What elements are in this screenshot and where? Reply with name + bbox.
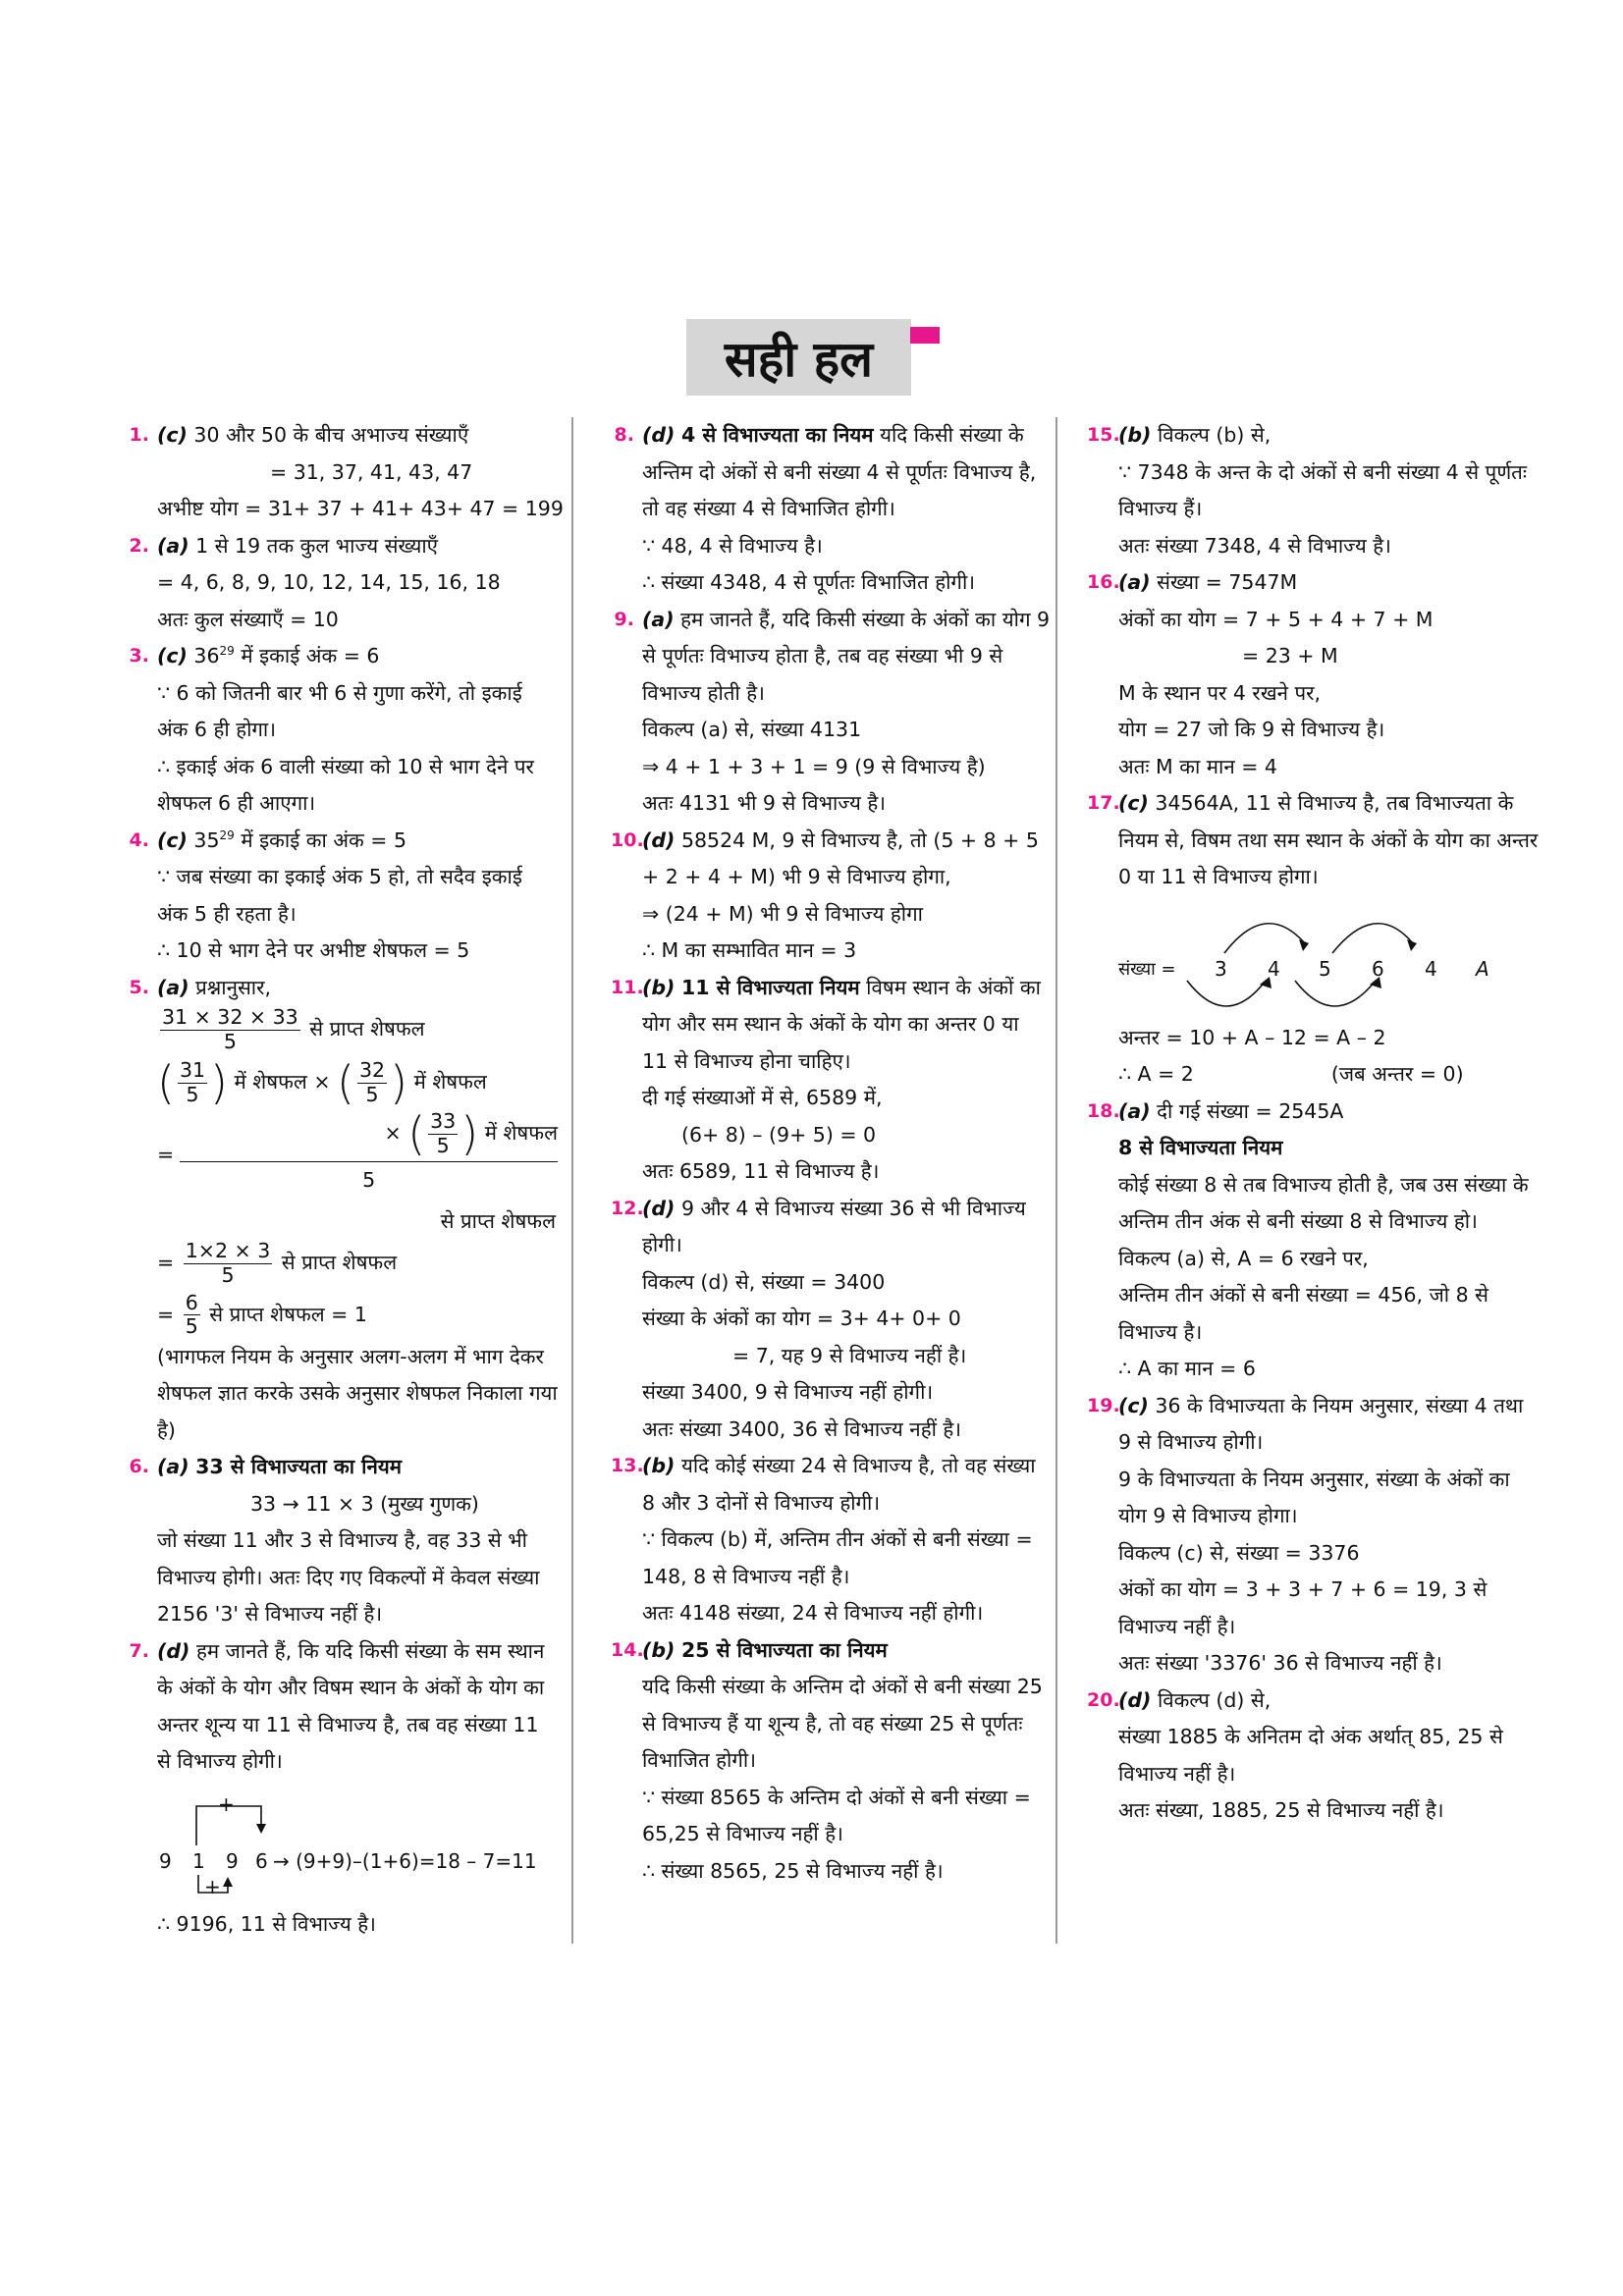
solution-text: ∵ जब संख्या का इकाई अंक 5 हो, तो सदैव इकाई अंक 5 ही रहता है।: [157, 865, 522, 926]
question-number: 11.: [611, 976, 644, 998]
solution-text: अतः M का मान = 4: [1118, 754, 1277, 778]
solution-text: विकल्प (d) से,: [1157, 1687, 1271, 1712]
solution-8: [611, 417, 1051, 602]
solution-text: में शेषफल: [413, 1070, 487, 1095]
rule-heading: 8 से विभाज्यता नियम: [1118, 1136, 1283, 1159]
fraction: $\frac{6}{5}$: [185, 1290, 198, 1339]
question-number: 12.: [611, 1197, 644, 1219]
answer-option: (d): [642, 1196, 676, 1220]
question-number: 14.: [611, 1638, 644, 1661]
solution-text: से प्राप्त शेषफल: [440, 1208, 556, 1233]
solution-text: विकल्प (d) से, संख्या = 3400: [642, 1269, 886, 1294]
answer-option: (a): [157, 533, 189, 558]
solution-text: अतः 4131 भी 9 से विभाज्य है।: [642, 791, 887, 815]
solution-6: [126, 1449, 558, 1633]
solution-text: अतः 6589, 11 से विभाज्य है।: [642, 1159, 880, 1183]
answer-option: (d): [157, 1638, 190, 1663]
solution-text: अन्तिम तीन अंकों से बनी संख्या = 456, जो 8 से विभाज्य है।: [1118, 1283, 1489, 1344]
answer-option: (b): [1118, 423, 1152, 447]
solution-4: [126, 823, 558, 970]
solution-text: 30 और 50 के बीच अभाज्य संख्याएँ: [193, 423, 469, 447]
solution-text: ∴ संख्या 4348, 4 से पूर्णतः विभाजित होगी।: [642, 570, 976, 594]
question-number: 7.: [129, 1639, 149, 1662]
solution-text: अतः संख्या, 1885, 25 से विभाज्य नहीं है।: [1118, 1798, 1444, 1822]
solution-text: 34564A, 11 से विभाज्य है, तब विभाज्यता के नियम से, विषम तथा सम स्थान के अंकों के योग का अन्तर 0 या 11 से विभाज्य होगा।: [1118, 791, 1539, 888]
solutions-column-2: [611, 417, 1051, 1890]
question-number: 1.: [129, 424, 149, 446]
solution-18: [1087, 1094, 1539, 1388]
solution-text: कोई संख्या 8 से तब विभाज्य होती है, जब उस संख्या के अन्तिम तीन अंक से बनी संख्या 8 से विभाज्य हो।: [1118, 1172, 1529, 1233]
solution-text: से प्राप्त शेषफल: [281, 1251, 398, 1275]
solution-text: 36 के विभाज्यता के नियम अनुसार, संख्या 4 तथा 9 से विभाज्य होगी।: [1118, 1393, 1524, 1454]
solution-text: अतः संख्या '3376' 36 से विभाज्य नहीं है।: [1118, 1651, 1442, 1675]
solution-15: [1087, 417, 1539, 564]
solution-5: 5. (a) प्रश्नानुसार, $\frac{31 \times 32 \times 33}{5}$ से प्राप्त शेषफल ( $\frac{31}{5}$ ) में शेषफल × ( $\frac{32}{5}$ ) में शेषफल = × ( $\frac{33}{5}$ ) में शेषफल 5 से प्राप्त शेषफल = $\frac{1\times 2 \times 3}{5}$ से प्राप्त शेषफल = $\frac{6}{5}$ से प्राप्त शेषफल = 1 (भागफल नियम के अनुसार अलग-अलग में भाग देकर शेषफल ज्ञात करके उसके अनुसार शेषफल निकाला गया है): [126, 970, 558, 1450]
solutions-column-1: [126, 417, 564, 1943]
solution-text: जो संख्या 11 और 3 से विभाज्य है, वह 33 से भी विभाज्य होगी। अतः दिए गए विकल्पों में केवल संख्या 2156 '3' से विभाज्य नहीं है।: [157, 1528, 540, 1627]
solution-1: [126, 417, 564, 528]
solution-text: से प्राप्त शेषफल: [309, 1017, 425, 1041]
solution-text: ⇒ 4 + 1 + 3 + 1 = 9 (9 से विभाज्य है): [642, 754, 986, 778]
solution-text: संख्या के अंकों का योग = 3+ 4+ 0+ 0: [642, 1307, 961, 1330]
solution-text: 35: [193, 828, 220, 852]
solution-text: विकल्प (a) से, A = 6 रखने पर,: [1118, 1246, 1369, 1270]
solution-3: [126, 638, 558, 823]
question-number: 5.: [129, 976, 149, 998]
solution-text: ∵ विकल्प (b) में, अन्तिम तीन अंकों से बनी संख्या = 148, 8 से विभाज्य नहीं है।: [642, 1527, 1033, 1588]
answer-option: (d): [642, 828, 676, 852]
question-number: 13.: [611, 1455, 644, 1476]
solution-text: संख्या = 7547M: [1157, 570, 1298, 594]
title-accent-bar: [910, 327, 940, 344]
question-number: 4.: [129, 828, 149, 851]
solution-text: दी गई संख्या = 2545A: [1157, 1098, 1344, 1123]
answer-option: (d): [642, 423, 676, 447]
digit-diagram: + 9 1 9 6 → (9+9)–(1+6)=18 – 7=11 +: [159, 1791, 537, 1898]
question-number: 17.: [1087, 792, 1120, 814]
solution-text: ∴ A का मान = 6: [1118, 1357, 1256, 1380]
solution-17: [1087, 785, 1539, 1094]
solution-text: योग = 27 जो कि 9 से विभाज्य है।: [1118, 718, 1385, 741]
question-number: 6.: [129, 1456, 149, 1478]
solution-text: ∵ 7348 के अन्त के दो अंकों से बनी संख्या 4 से पूर्णतः विभाज्य हैं।: [1118, 459, 1527, 520]
solution-10: [611, 823, 1051, 970]
solution-16: [1087, 564, 1539, 785]
answer-option: (c): [157, 644, 188, 667]
solution-text: = 31, 37, 41, 43, 47: [270, 459, 473, 484]
answer-option: (c): [157, 828, 188, 852]
solution-text: ∴ 9196, 11 से विभाज्य है।: [157, 1911, 376, 1936]
solution-text: अतः संख्या 3400, 36 से विभाज्य नहीं है।: [642, 1416, 962, 1441]
solution-text: ∴ 10 से भाग देने पर अभीष्ट शेषफल = 5: [157, 938, 470, 962]
solution-7: [126, 1633, 558, 1944]
answer-option: (b): [642, 975, 676, 999]
solution-text: दी गई संख्याओं में से, 6589 में,: [642, 1086, 883, 1109]
solution-text: ∴ संख्या 8565, 25 से विभाज्य नहीं है।: [642, 1858, 944, 1883]
question-number: 3.: [129, 645, 149, 667]
solution-text: ⇒ (24 + M) भी 9 से विभाज्य होगा: [642, 901, 923, 926]
answer-option: (b): [642, 1454, 676, 1477]
answer-option: (b): [642, 1637, 676, 1662]
solution-11: [611, 970, 1051, 1191]
solution-text: = 4, 6, 8, 9, 10, 12, 14, 15, 16, 18: [157, 570, 501, 594]
solution-text: संख्या 3400, 9 से विभाज्य नहीं होगी।: [642, 1380, 934, 1404]
solution-text: विकल्प (b) से,: [1157, 423, 1271, 447]
solution-text: अंकों का योग = 7 + 5 + 4 + 7 + M: [1118, 607, 1434, 631]
solution-text: = 7, यह 9 से विभाज्य नहीं है।: [732, 1343, 967, 1367]
solution-text: = 23 + M: [1242, 644, 1338, 667]
question-number: 8.: [614, 424, 634, 446]
solution-12: [611, 1191, 1051, 1449]
answer-option: (c): [1118, 1393, 1149, 1417]
column-divider: [1055, 417, 1057, 1944]
solution-text: अन्तर = 10 + A – 12 = A – 2: [1118, 1025, 1386, 1049]
solution-text: ∴ इकाई अंक 6 वाली संख्या को 10 से भाग देने पर शेषफल 6 ही आएगा।: [157, 754, 534, 815]
solution-text: यदि किसी संख्या के अन्तिम दो अंकों से बनी संख्या 4 से पूर्णतः विभाज्य है, तो वह संख्या 4 से विभाजित होगी।: [642, 423, 1037, 520]
solution-text: 36: [193, 644, 220, 667]
solution-text: यदि कोई संख्या 24 से विभाज्य है, तो वह संख्या 8 और 3 दोनों से विभाज्य होगी।: [642, 1454, 1036, 1515]
solution-text: अतः 4148 संख्या, 24 से विभाज्य नहीं होगी।: [642, 1601, 984, 1625]
question-number: 20.: [1087, 1688, 1120, 1711]
exponent: 29: [219, 644, 235, 658]
solution-text: ∵ 48, 4 से विभाज्य है।: [642, 533, 823, 558]
alternating-digits-diagram: संख्या = 3 4 5 6 4 A: [1118, 904, 1539, 1012]
solution-text: M के स्थान पर 4 रखने पर,: [1118, 680, 1322, 705]
solution-note: (भागफल नियम के अनुसार अलग-अलग में भाग देकर शेषफल ज्ञात करके उसके अनुसार शेषफल निकाला गया है): [157, 1344, 558, 1442]
solution-text: 9 के विभाज्यता के नियम अनुसार, संख्या के अंकों का योग 9 से विभाज्य होगा।: [1118, 1467, 1510, 1527]
question-number: 19.: [1087, 1394, 1120, 1416]
question-number: 16.: [1087, 571, 1120, 593]
question-number: 10.: [611, 828, 644, 851]
solution-text: ∴ M का सम्भावित मान = 3: [642, 938, 857, 962]
solution-text: प्रश्नानुसार,: [195, 975, 272, 999]
solution-text: 1 से 19 तक कुल भाज्य संख्याएँ: [195, 533, 438, 558]
solution-19: [1087, 1388, 1539, 1682]
solution-text: 58524 M, 9 से विभाज्य है, तो (5 + 8 + 5 + 2 + 4 + M) भी 9 से विभाज्य होगा,: [642, 828, 1039, 888]
fraction: $\frac{31 \times 32 \times 33}{5}$: [162, 1005, 298, 1053]
solution-text: हम जानते हैं, यदि किसी संख्या के अंकों का योग 9 से पूर्णतः विभाज्य होता है, तब वह संख्या भी 9 से विभाज्य होती है।: [642, 607, 1051, 705]
solution-text: ∴ A = 2: [1118, 1062, 1194, 1086]
question-number: 9.: [614, 608, 634, 630]
solution-text: में शेषफल ×: [234, 1070, 331, 1095]
page-title: सही हल: [686, 319, 911, 396]
solution-text: संख्या 1885 के अनितम दो अंक अर्थात् 85, 25 से विभाज्य नहीं है।: [1118, 1725, 1503, 1786]
rule-heading: 25 से विभाज्यता का नियम: [680, 1637, 888, 1662]
answer-option: (a): [157, 1455, 189, 1479]
solution-text: से प्राप्त शेषफल = 1: [209, 1302, 367, 1326]
rule-heading: 33 से विभाज्यता का नियम: [195, 1455, 402, 1479]
fraction: $\frac{1\times 2 \times 3}{5}$: [185, 1239, 271, 1287]
solution-2: [126, 528, 558, 639]
large-fraction: = × ( $\frac{33}{5}$ ) में शेषफल 5: [157, 1107, 558, 1193]
solution-text: ∵ 6 को जितनी बार भी 6 से गुणा करेंगे, तो इकाई अंक 6 ही होगा।: [157, 680, 522, 741]
rule-heading: 4 से विभाज्यता का नियम: [680, 423, 874, 447]
rule-heading: 11 से विभाज्यता नियम: [680, 975, 860, 999]
solution-text: अंकों का योग = 3 + 3 + 7 + 6 = 19, 3 से विभाज्य नहीं है।: [1118, 1577, 1488, 1638]
solution-text: विकल्प (a) से, संख्या 4131: [642, 718, 862, 741]
solution-text: अतः कुल संख्याएँ = 10: [157, 607, 339, 631]
solution-13: [611, 1448, 1051, 1632]
solution-text: अतः संख्या 7348, 4 से विभाज्य है।: [1118, 533, 1391, 558]
solution-9: [611, 602, 1051, 823]
question-number: 15.: [1087, 424, 1120, 446]
solution-text: (जब अन्तर = 0): [1330, 1062, 1464, 1086]
solution-text: में इकाई का अंक = 5: [234, 828, 407, 852]
column-divider: [571, 417, 573, 1944]
answer-option: (c): [1118, 791, 1149, 815]
solution-text: विकल्प (c) से, संख्या = 3376: [1118, 1540, 1360, 1565]
answer-option: (d): [1118, 1687, 1152, 1712]
solution-text: अभीष्ट योग = 31+ 37 + 41+ 43+ 47 = 199: [157, 497, 564, 520]
solution-text: हम जानते हैं, कि यदि किसी संख्या के सम स्थान के अंकों के योग और विषम स्थान के अंकों के योग का अन्तर शून्य या 11 से विभाज्य है, तब वह संख्या 11 से विभाज्य होगी।: [157, 1638, 545, 1774]
answer-option: (c): [157, 423, 188, 447]
exponent: 29: [219, 828, 235, 842]
solution-text: (6+ 8) – (9+ 5) = 0: [681, 1122, 877, 1147]
solution-text: विषम स्थान के अंकों का योग और सम स्थान के अंकों के योग का अन्तर 0 या 11 से विभाज्य होना चाहिए।: [642, 975, 1041, 1073]
solution-text: ∵ संख्या 8565 के अन्तिम दो अंकों से बनी संख्या = 65,25 से विभाज्य नहीं है।: [642, 1785, 1031, 1845]
answer-option: (a): [642, 607, 675, 631]
question-number: 2.: [129, 534, 149, 557]
answer-option: (a): [157, 975, 189, 999]
solution-text: में इकाई अंक = 6: [234, 644, 380, 667]
solution-text: यदि किसी संख्या के अन्तिम दो अंकों से बनी संख्या 25 से विभाज्य हैं या शून्य है, तो वह संख्या 25 से पूर्णतः विभाजित होगी।: [642, 1675, 1043, 1772]
answer-option: (a): [1118, 570, 1151, 594]
solution-text: 33 → 11 × 3 (मुख्य गुणक): [250, 1491, 479, 1516]
solution-14: [611, 1632, 1051, 1891]
solution-text: 9 और 4 से विभाज्य संख्या 36 से भी विभाज्य होगी।: [642, 1196, 1026, 1256]
answer-option: (a): [1118, 1098, 1151, 1123]
solutions-column-3: [1087, 417, 1539, 1830]
solution-20: [1087, 1682, 1539, 1830]
question-number: 18.: [1087, 1099, 1120, 1122]
